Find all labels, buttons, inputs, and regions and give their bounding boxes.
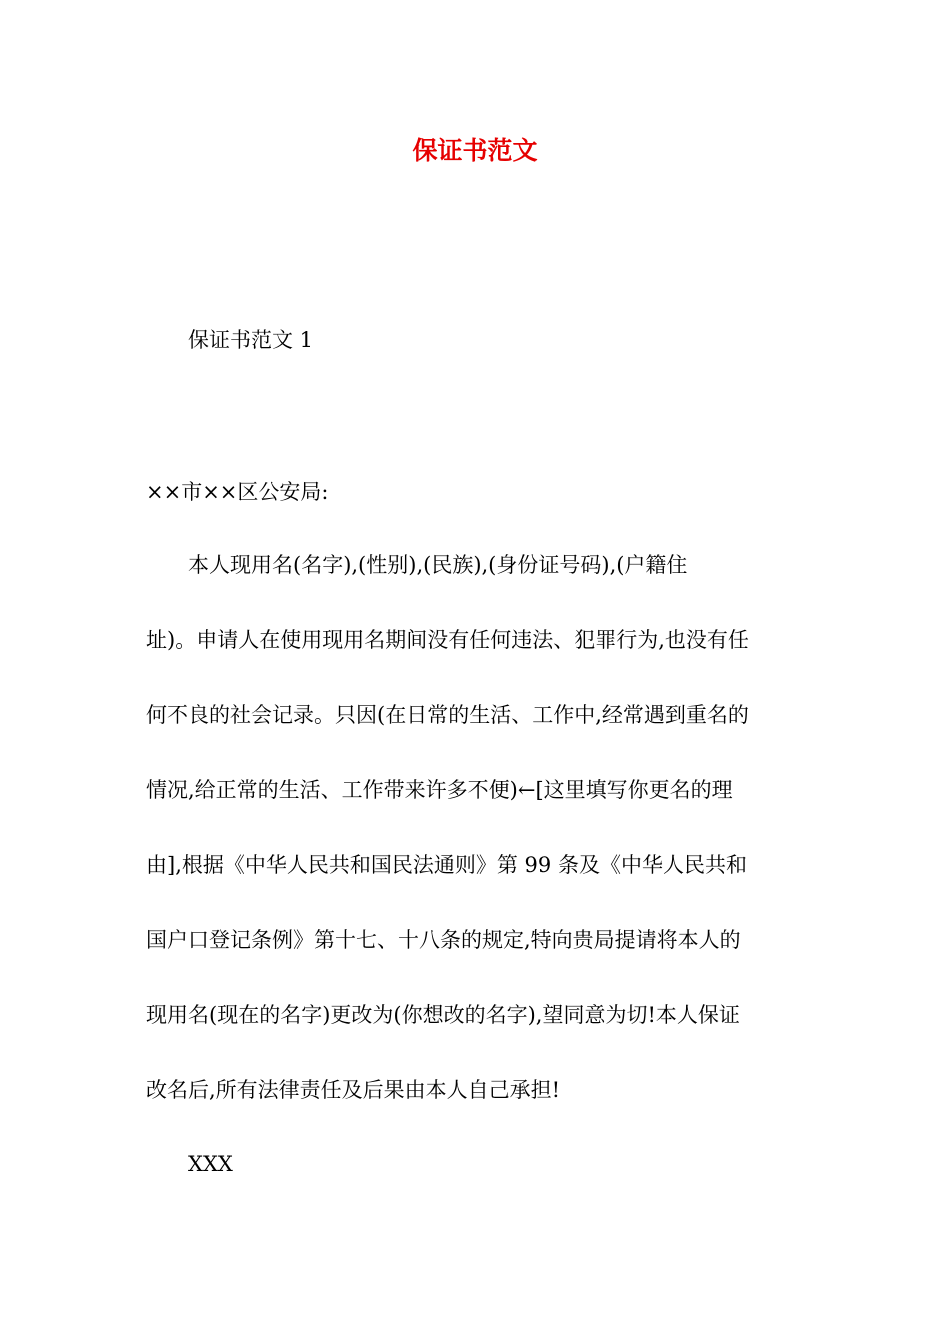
body-line: 本人现用名(名字),(性别),(民族),(身份证号码),(户籍住 [188,553,688,577]
document-title: 保证书范文 [412,136,538,165]
signature: XXX [188,1152,233,1176]
body-line: 址)。申请人在使用现用名期间没有任何违法、犯罪行为,也没有任 [146,628,749,652]
body-paragraph [146,545,808,1145]
salutation: ××市××区公安局: [146,480,329,504]
body-line: 由],根据《中华人民共和国民法通则》第 99 条及《中华人民共和 [146,853,747,877]
body-line: 改名后,所有法律责任及后果由本人自己承担! [146,1078,561,1102]
body-line: 情况,给正常的生活、工作带来许多不便)←[这里填写你更名的理 [146,778,733,802]
section-heading: 保证书范文 1 [188,328,314,352]
body-line: 何不良的社会记录。只因(在日常的生活、工作中,经常遇到重名的 [146,703,749,727]
body-line: 国户口登记条例》第十七、十八条的规定,特向贵局提请将本人的 [146,928,741,952]
body-line: 现用名(现在的名字)更改为(你想改的名字),望同意为切!本人保证 [146,1003,740,1027]
